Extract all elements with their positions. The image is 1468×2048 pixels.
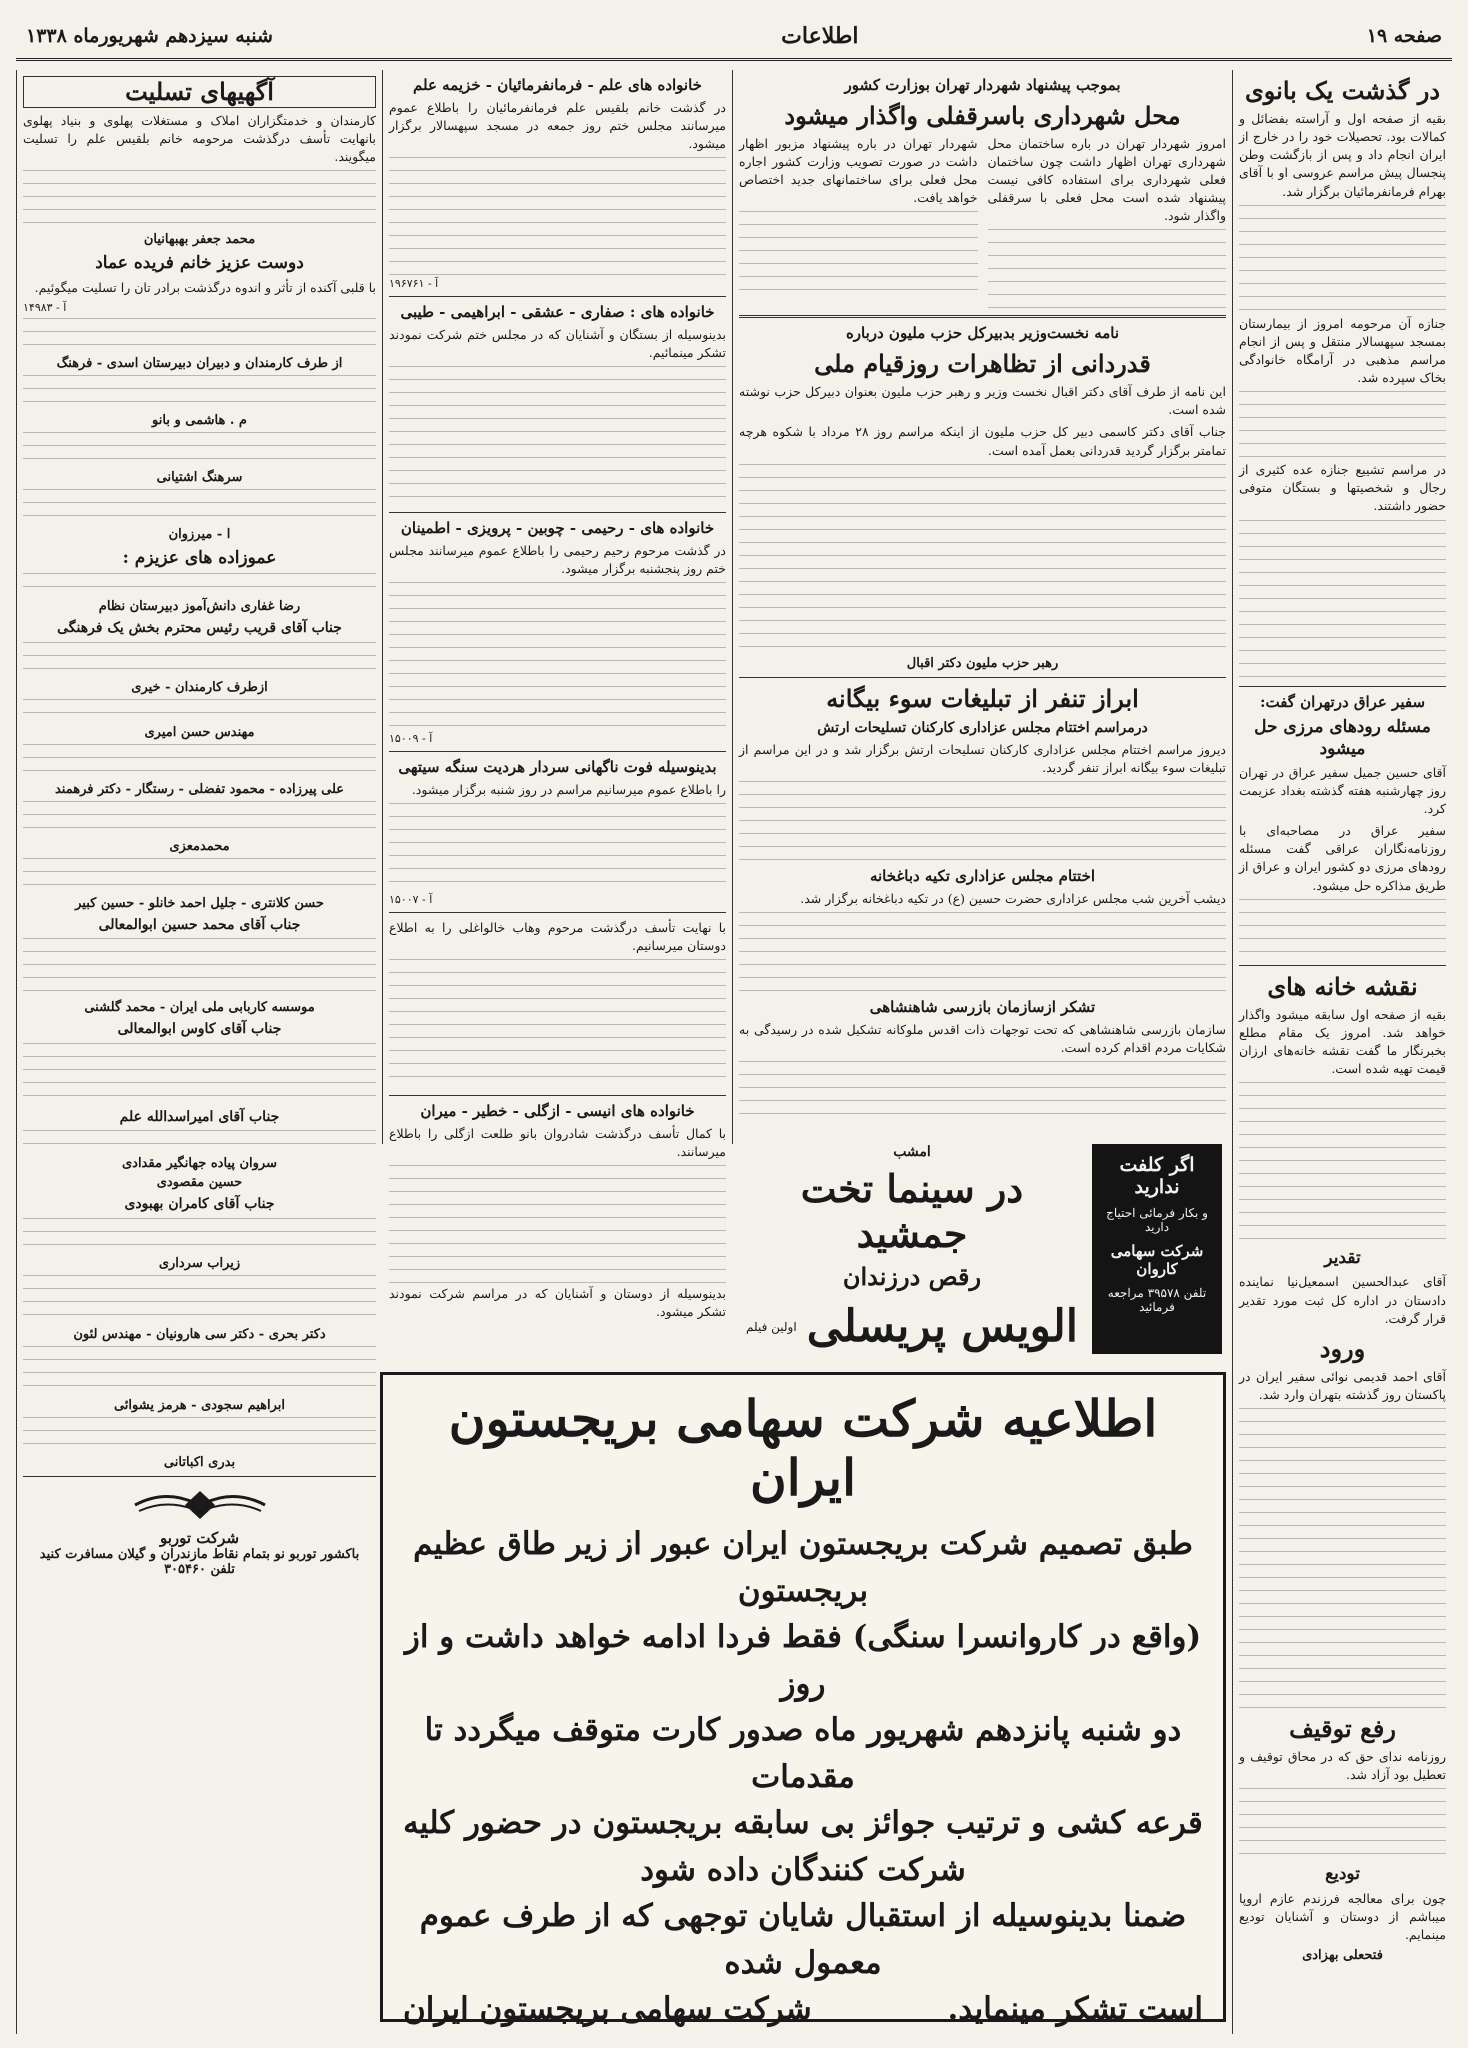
- signature: حسن کلانتری - جلیل احمد خانلو - حسین کبیر: [75, 895, 324, 911]
- article-text: جناب آقای دکتر کاسمی دبیر کل حزب ملیون از اینکه مراسم روز ۲۸ مرداد با شکوه هرچه تمامتر برگزار گردید قدردانی بعمل آمده است.: [739, 424, 1226, 458]
- ad-phone: تلفن ۳۹۵۷۸ مراجعه فرمائید: [1107, 1286, 1207, 1314]
- turbo-ad: [23, 1485, 376, 1577]
- ad-code: آ - ۱۵۰۰۷: [389, 893, 433, 906]
- article-title-border-rivers: مسئله رودهای مرزی حل میشود: [1254, 717, 1431, 759]
- film-label: اولین فیلم: [746, 1319, 797, 1334]
- signature: موسسه کاربابی ملی ایران - محمد گلشنی: [84, 1000, 315, 1015]
- text-block: [389, 366, 726, 506]
- film-title: رقص درزندان: [842, 1262, 982, 1291]
- text-block: [23, 642, 376, 678]
- text-block: [1239, 205, 1446, 315]
- text-block: [23, 938, 376, 998]
- text-block: [1239, 1408, 1446, 1708]
- signature: محمد جعفر بهبهانیان: [143, 232, 256, 248]
- condolence-text: با قلبی آکنده از تأثر و اندوه درگذشت برادر تان را تسلیت میگوئیم.: [34, 279, 376, 295]
- text-block: [23, 375, 376, 411]
- ad-code: آ - ۱۴۹۸۳: [23, 300, 67, 314]
- text-block: [988, 229, 1227, 309]
- article-title-ban-lifted: رفع توقیف: [1289, 1714, 1396, 1743]
- signature: رهبر حزب ملیون دکتر اقبال: [906, 655, 1059, 671]
- text-block: [23, 573, 376, 597]
- obituary-text: بدینوسیله از دوستان و آشنایان که در مراسم شرکت نمودند تشکر میشود.: [389, 1286, 726, 1320]
- text-block: [389, 803, 726, 893]
- signature: زیراب سرداری: [158, 1255, 241, 1271]
- article-text: آقای حسین جمیل سفیر عراق در تهران روز چهارشنبه هفته گذشته بغداد عزیمت کرد.: [1239, 764, 1446, 816]
- notice-line: است تشکر مینماید.: [947, 1991, 1203, 2027]
- notice-line: ضمنا بدینوسیله از استقبال شایان توجهی که از طرف عموم معمول شده: [419, 1898, 1187, 1981]
- subheading: درمراسم اختتام مجلس عزاداری کارکنان تسلیحات ارتش: [817, 719, 1148, 736]
- notice-line: شرکت کنندگان داده شود: [640, 1851, 966, 1888]
- obituary-text: در گذشت خانم بلقیس علم فرمانفرمائیان را باطلاع عموم میرسانند مجلس ختم روز جمعه در مسجد سپهسالار برگزار میشود.: [389, 99, 726, 151]
- ad-code: آ - ۱۵۰۰۹: [389, 732, 433, 746]
- text-block: [23, 170, 376, 230]
- signature: ا - میرزوان: [168, 526, 231, 542]
- text-block: [389, 157, 726, 277]
- signature: ابراهیم سجودی - هرمز یشوائی: [113, 1397, 286, 1413]
- text-block: [23, 801, 376, 837]
- condolence-title: عموزاده های عزیزم :: [122, 547, 277, 568]
- signature: ازطرف کارمندان - خیری: [131, 679, 268, 695]
- signature: دکتر بحری - دکتر سی هارونیان - مهندس لئون: [73, 1326, 326, 1342]
- turbo-text: باکشور توربو نو بتمام نقاط مازندران و گیلان مسافرت کنید: [39, 1546, 360, 1562]
- text-block: [389, 1165, 726, 1285]
- article-text: سفیر عراق در مصاحبه‌ای با روزنامه‌نگاران عراقی گفت مسئله رودهای مرزی دو کشور ایران و عراق از طریق مذاکره حل میشود.: [1239, 823, 1446, 893]
- text-block: [1239, 1082, 1446, 1242]
- text-block: [23, 744, 376, 780]
- text-block: [23, 699, 376, 723]
- cinema-name: در سینما تخت جمشید: [800, 1166, 1024, 1256]
- notice-signature: شرکت سهامی بریجستون ایران: [403, 1991, 812, 2027]
- article-text: در مراسم تشییع جنازه عده کثیری از رجال و شخصیتها و بستگان متوفی حضور داشتند.: [1239, 462, 1446, 514]
- turbo-phone: تلفن ۳۰۵۴۶۰: [164, 1561, 235, 1577]
- text-block: [23, 432, 376, 468]
- cinema-ad: [742, 1144, 1082, 1354]
- text-block: [23, 489, 376, 525]
- obituary-text: با کمال تأسف درگذشت شادروان بانو طلعت ازگلی را باطلاع میرسانند.: [389, 1126, 726, 1160]
- signature: مهندس حسن امیری: [144, 724, 255, 740]
- signature: سرهنگ اشتیانی: [156, 469, 243, 485]
- obituary-text: با نهایت تأسف درگذشت مرحوم وهاب خالواغلی را به اطلاع دوستان میرسانیم.: [389, 920, 726, 954]
- ad-headline: اگر کلفت ندارید: [1119, 1154, 1195, 1198]
- article-text: آقای عبدالحسین اسمعیل‌نیا نماینده دادستان در اداره کل ثبت مورد تقدیر قرار گرفت.: [1239, 1274, 1446, 1326]
- column-middle-b: [382, 70, 732, 1320]
- text-block: [739, 211, 978, 291]
- text-block: [1239, 899, 1446, 959]
- article-text: سازمان بازرسی شاهنشاهی که تحت توجهات ذات اقدس ملوکانه تشکیل شده در رسیدگی به شکایات مردم اقدام کرده است.: [739, 1022, 1226, 1056]
- text-block: [1239, 520, 1446, 680]
- article-text: بقیه از صفحه اول و آراسته بفضائل و کمالات بود. تحصیلات خود را در خارج از ایران انجام داد و پس از بازگشت وطن پنجسال پیش مراسم عروسی او با آقای بهرام فرمانفرمائیان برگزار شد.: [1239, 111, 1446, 199]
- film-star: الویس پریسلی: [806, 1301, 1078, 1352]
- column-right: [1232, 70, 1452, 2034]
- article-text: دیشب آخرین شب مجلس عزاداری حضرت حسین (ع) در تکیه دباغخانه برگزار شد.: [800, 891, 1226, 907]
- article-text: جنازه آن مرحومه امروز از بیمارستان بمسجد سپهسالار منتقل و پس از انجام مراسم مذهبی در آرامگاه خانوادگی بخاک سپرده شد.: [1239, 315, 1446, 385]
- signature: سروان پیاده جهانگیر مقدادی: [121, 1156, 277, 1171]
- article-text: روزنامه ندای حق که در محاق توقیف و تعطیل بود آزاد شد.: [1239, 1749, 1446, 1783]
- obituary-title: خانواده های علم - فرمانفرمائیان - خزیمه علم: [413, 76, 702, 94]
- ad-company: شرکت سهامی کاروان: [1110, 1242, 1204, 1278]
- page-header: [16, 14, 1452, 61]
- text-block: [23, 1275, 376, 1325]
- signature: فتحعلی بهزادی: [1302, 1947, 1383, 1963]
- text-block: [739, 464, 1226, 654]
- condolence-title: جناب آقای محمد حسین ابوالمعالی: [98, 916, 301, 933]
- article-text: این نامه از طرف آقای دکتر اقبال نخست وزیر و رهبر حزب ملیون بعنوان دبیرکل حزب نوشته شده است.: [739, 384, 1226, 418]
- subheading: اختتام مجلس عزاداری تکیه دباغخانه: [869, 867, 1096, 886]
- text-block: [23, 858, 376, 894]
- article-title-farewell: تودیع: [1325, 1864, 1360, 1885]
- notice-line: (واقع در کاروانسرا سنگی) فقط فردا ادامه خواهد داشت و از روز: [404, 1619, 1202, 1702]
- signature: رضا غفاری دانش‌آموز دبیرستان نظام: [98, 599, 301, 614]
- obituary-text: را باطلاع عموم میرسانیم مراسم در روز شنبه برگزار میشود.: [411, 781, 726, 797]
- subheading: سفیر عراق درتهران گفت:: [1259, 692, 1426, 711]
- condolence-title: دوست عزیز خانم فریده عماد: [95, 253, 304, 274]
- article-text: آقای احمد قدیمی نوائی سفیر ایران در پاکستان روز گذشته بتهران وارد شد.: [1239, 1368, 1446, 1402]
- article-title-arrival: ورود: [1319, 1333, 1366, 1363]
- newspaper-page: [16, 14, 1452, 2034]
- obituary-text: بدینوسیله از بستگان و آشنایان که در مجلس ختم شرکت نمودند تشکر مینمائیم.: [389, 326, 726, 360]
- bridgestone-notice: [380, 1372, 1226, 2027]
- article-title-housing: نقشه خانه های: [1267, 971, 1418, 1001]
- condolence-title: جناب آقای قریب رئیس محترم بخش یک فرهنگی: [57, 620, 342, 636]
- ad-code: آ - ۱۹۶۷۶۱: [389, 277, 439, 291]
- article-text: امروز شهردار تهران در باره ساختمان محل شهرداری تهران اظهار داشت چون ساختمان فعلی شهرداری برای استفاده کافی نیست پیشنهاد شده است محل فعلی با سرقفلی واگذار شود.: [987, 135, 1226, 224]
- turbo-company-name: شرکت توربو: [159, 1528, 240, 1547]
- text-block: [739, 912, 1226, 992]
- text-block: [389, 582, 726, 732]
- obituary-title: خانواده های : صفاری - عشقی - ابراهیمی - طیبی: [400, 303, 715, 322]
- cinema-tonight: امشب: [893, 1144, 931, 1160]
- text-block: [23, 1346, 376, 1396]
- subheading: تشکر ازسازمان بازرسی شاهنشاهی: [869, 998, 1096, 1017]
- text-block: [23, 1043, 376, 1103]
- header-paper-name: اطلاعات: [781, 23, 859, 49]
- article-title-foreign-propaganda: ابراز تنفر از تبلیغات سوء بیگانه: [826, 683, 1139, 713]
- signature: علی پیرزاده - محمود تفضلی - رستگار - دکتر فرهمند: [54, 781, 345, 797]
- signature: بدری اکباتانی: [163, 1454, 236, 1470]
- kicker: بموجب پیشنهاد شهردار تهران بوزارت کشور: [844, 76, 1121, 94]
- signature: از طرف کارمندان و دبیران دبیرستان اسدی - فرهنگ: [56, 355, 343, 371]
- article-text: چون برای معالجه فرزندم عازم اروپا میباشم از دوستان و آشنایان تودیع مینمایم.: [1239, 1890, 1446, 1942]
- ad-text: و بکار فرمائی احتیاج دارید: [1106, 1206, 1208, 1234]
- notice-line: طبق تصمیم شرکت بریجستون ایران عبور از زیر طاق عظیم بریجستون: [413, 1526, 1193, 1609]
- notice-title: اطلاعیه شرکت سهامی بریجستون ایران: [448, 1389, 1158, 1507]
- obituary-title: خانواده های انیسی - ازگلی - خطیر - میران: [420, 1102, 695, 1121]
- condolence-title: جناب آقای کامران بهبودی: [124, 1196, 275, 1212]
- column-middle-a: [732, 70, 1232, 1144]
- condolence-title: جناب آقای امیراسدالله علم: [119, 1108, 280, 1125]
- signature: حسین مقصودی: [156, 1175, 243, 1190]
- condolence-text: کارمندان و خدمتگزاران املاک و مستغلات پهلوی و بنیاد پهلوی بانهایت تأسف درگذشت مرحومه خانم بلقیس علم را تسلیت میگویند.: [23, 113, 376, 165]
- maid-service-ad: [1092, 1144, 1222, 1354]
- condolence-title: جناب آقای کاوس ابوالمعالی: [117, 1021, 282, 1037]
- text-block: [23, 1218, 376, 1254]
- article-text: دیروز مراسم اختتام مجلس عزاداری کارکنان تسلیحات ارتش برگزار شد و در این مراسم از تبلیغات سوء بیگانه ابراز تنفر گردید.: [739, 742, 1226, 776]
- article-title-national-uprising: قدردانی از تظاهرات روزقیام ملی: [814, 349, 1151, 379]
- text-block: [389, 959, 726, 1089]
- turbo-logo-icon: [125, 1485, 275, 1525]
- column-left: [16, 70, 382, 2034]
- article-text: بقیه از صفحه اول سابقه میشود واگذار خواهد شد. امروز یک مقام مطلع بخبرنگار ما گفت نقشه خانه‌های ارزان قیمت تهیه شده است.: [1239, 1006, 1446, 1076]
- text-block: [1239, 1788, 1446, 1858]
- notice-line: دو شنبه پانزدهم شهریور ماه صدور کارت متوقف میگردد تا مقدمات: [424, 1712, 1182, 1795]
- text-block: [739, 1061, 1226, 1121]
- text-block: [23, 1130, 376, 1154]
- notice-line: قرعه کشی و ترتیب جوائز بی سابقه بریجستون در حضور کلیه: [403, 1805, 1203, 1841]
- text-block: [23, 318, 376, 354]
- header-date: شنبه سیزدهم شهریورماه ۱۳۳۸: [26, 25, 273, 47]
- signature: م . هاشمی و بانو: [152, 412, 247, 428]
- signature: محمدمعزی: [169, 838, 230, 854]
- kicker: نامه نخست‌وزیر بدبیرکل حزب ملیون درباره: [845, 324, 1120, 343]
- obituary-text: در گذشت مرحوم رحیم رحیمی را باطلاع عموم میرسانند مجلس ختم روز پنجشنبه برگزار میشود.: [389, 542, 726, 576]
- article-text: شهردار تهران در باره پیشنهاد مزبور اظهار داشت در صورت تصویب وزارت کشور اجاره محل فعلی برای ساختمانهای جدید اختصاص خواهد یافت.: [739, 135, 978, 206]
- article-title-obituary: در گذشت یک بانوی: [1244, 76, 1441, 105]
- text-block: [739, 781, 1226, 861]
- obituary-title: خانواده های - رحیمی - چوبین - پرویزی - اطمینان: [400, 519, 715, 538]
- section-title-condolences: آگهیهای تسلیت: [23, 76, 376, 108]
- article-title-appreciation: تقدیر: [1324, 1248, 1361, 1269]
- text-block: [1239, 391, 1446, 461]
- obituary-title: بدینوسیله فوت ناگهانی سردار هردیت سنگه سیتهی: [398, 758, 717, 777]
- article-title-municipality: محل شهرداری باسرقفلی واگذار میشود: [784, 100, 1181, 130]
- text-block: [23, 1417, 376, 1453]
- header-page-number: صفحه ۱۹: [1366, 25, 1442, 47]
